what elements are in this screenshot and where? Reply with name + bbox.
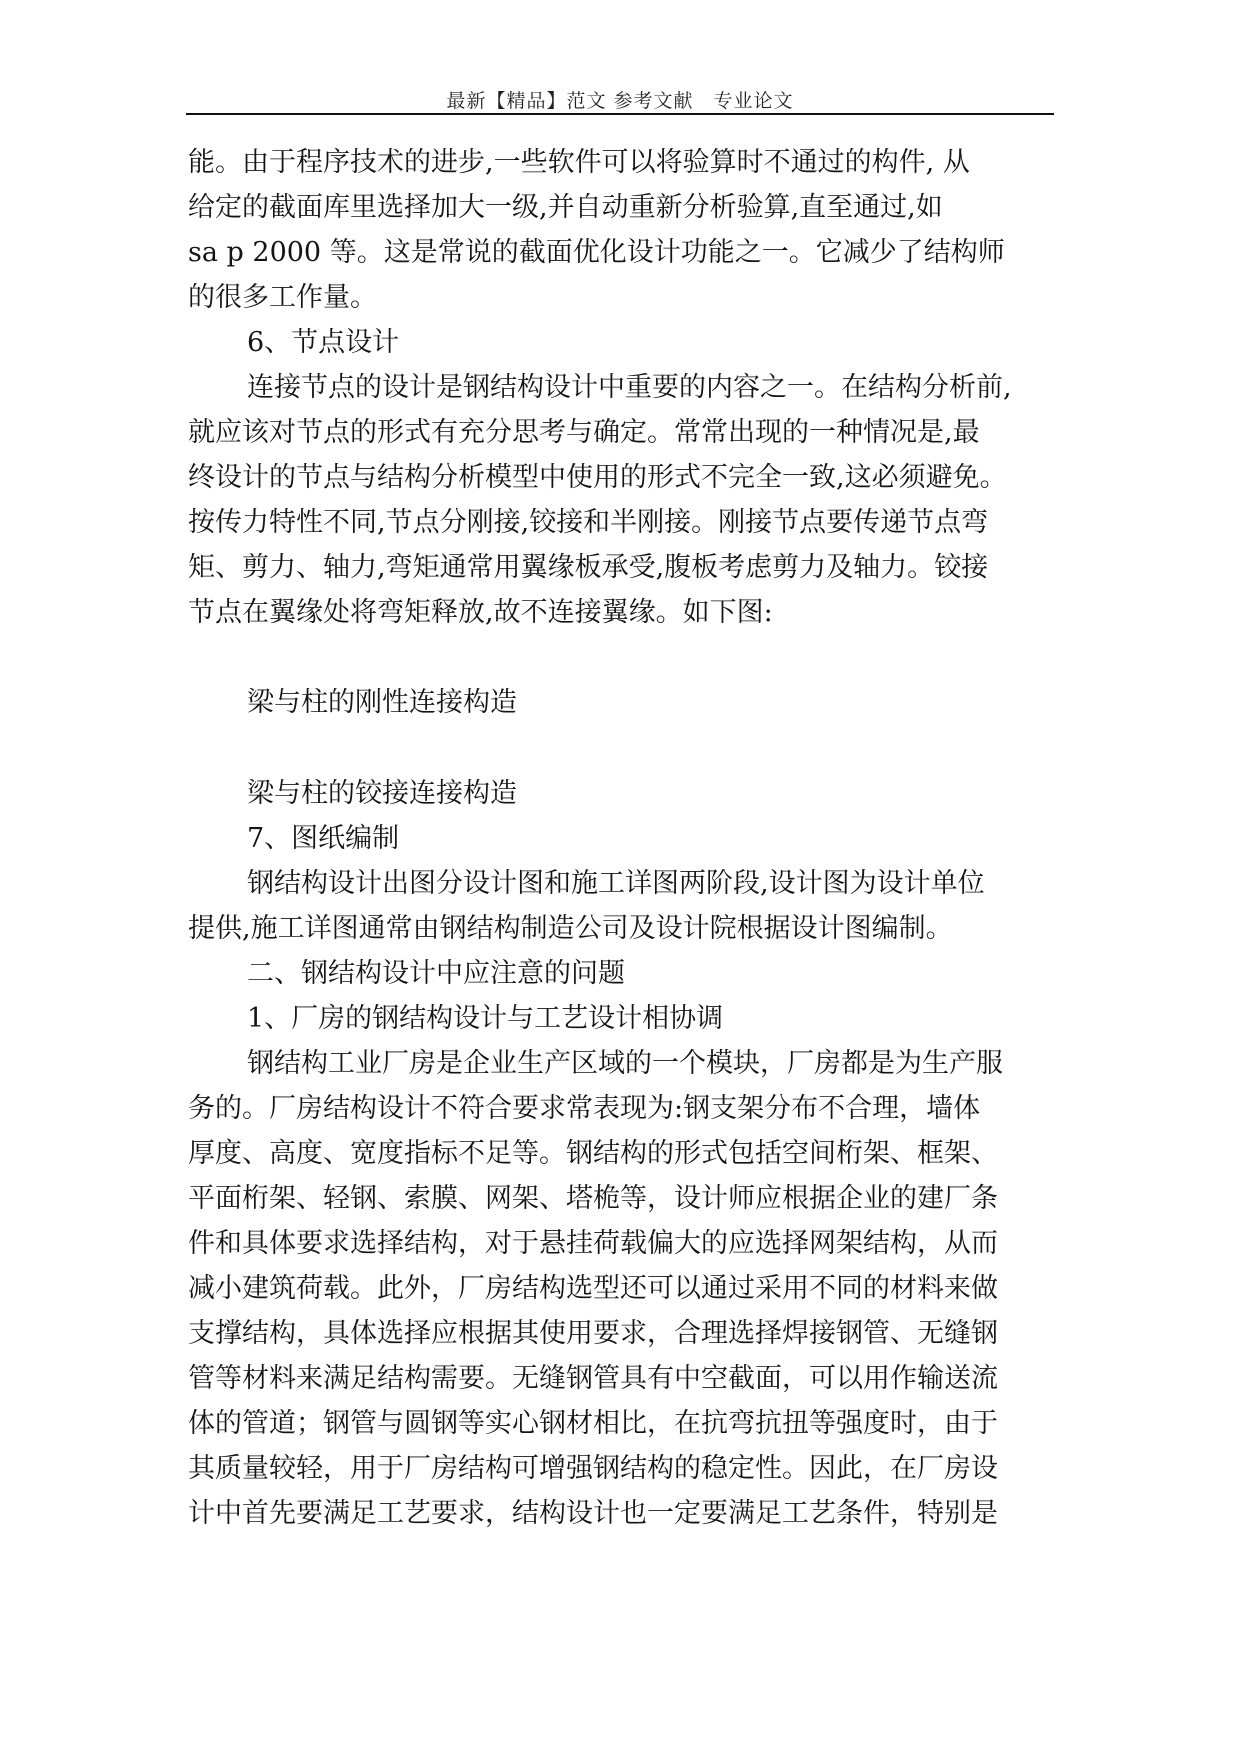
paragraph-line: 厚度、高度、宽度指标不足等。钢结构的形式包括空间桁架、框架、 bbox=[188, 1138, 998, 1169]
paragraph-line: 节点在翼缘处将弯矩释放,故不连接翼缘。如下图: bbox=[188, 597, 773, 628]
section-heading: 1、厂房的钢结构设计与工艺设计相协调 bbox=[247, 1003, 724, 1034]
document-body bbox=[188, 140, 1058, 1536]
paragraph-line: sa p 2000 等。这是常说的截面优化设计功能之一。它减少了结构师 bbox=[188, 237, 1005, 268]
figure-placeholder bbox=[188, 725, 1058, 771]
paragraph-line: 给定的截面库里选择加大一级,并自动重新分析验算,直至通过,如 bbox=[188, 192, 943, 223]
paragraph-line: 钢结构设计出图分设计图和施工详图两阶段,设计图为设计单位 bbox=[247, 868, 985, 899]
paragraph-line: 体的管道；钢管与圆钢等实心钢材相比，在抗弯抗扭等强度时，由于 bbox=[188, 1408, 998, 1439]
paragraph-line: 平面桁架、轻钢、索膜、网架、塔桅等，设计师应根据企业的建厂条 bbox=[188, 1183, 998, 1214]
section-heading: 二、钢结构设计中应注意的问题 bbox=[247, 958, 625, 989]
paragraph-line: 其质量较轻，用于厂房结构可增强钢结构的稳定性。因此，在厂房设 bbox=[188, 1453, 998, 1484]
paragraph-line: 按传力特性不同,节点分刚接,铰接和半刚接。刚接节点要传递节点弯 bbox=[188, 507, 989, 538]
paragraph-line: 支撑结构，具体选择应根据其使用要求，合理选择焊接钢管、无缝钢 bbox=[188, 1318, 998, 1349]
paragraph-line: 就应该对节点的形式有充分思考与确定。常常出现的一种情况是,最 bbox=[188, 417, 980, 448]
figure-caption: 梁与柱的刚性连接构造 bbox=[247, 687, 517, 718]
paragraph-line: 矩、剪力、轴力,弯矩通常用翼缘板承受,腹板考虑剪力及轴力。铰接 bbox=[188, 552, 989, 583]
paragraph-line: 的很多工作量。 bbox=[188, 282, 377, 313]
paragraph-line: 连接节点的设计是钢结构设计中重要的内容之一。在结构分析前, bbox=[247, 372, 1012, 403]
paragraph-line: 件和具体要求选择结构，对于悬挂荷载偏大的应选择网架结构，从而 bbox=[188, 1228, 998, 1259]
paragraph-line: 务的。厂房结构设计不符合要求常表现为:钢支架分布不合理，墙体 bbox=[188, 1093, 981, 1124]
paragraph-line: 钢结构工业厂房是企业生产区域的一个模块，厂房都是为生产服 bbox=[247, 1048, 1003, 1079]
header-rule bbox=[186, 113, 1054, 115]
paragraph-line: 终设计的节点与结构分析模型中使用的形式不完全一致,这必须避免。 bbox=[188, 462, 1007, 493]
figure-caption: 梁与柱的铰接连接构造 bbox=[247, 778, 517, 809]
paragraph-line: 管等材料来满足结构需要。无缝钢管具有中空截面，可以用作输送流 bbox=[188, 1363, 998, 1394]
paragraph-line: 提供,施工详图通常由钢结构制造公司及设计院根据设计图编制。 bbox=[188, 913, 953, 944]
paragraph-line: 减小建筑荷载。此外，厂房结构选型还可以通过采用不同的材料来做 bbox=[188, 1273, 998, 1304]
paragraph-line: 能。由于程序技术的进步,一些软件可以将验算时不通过的构件, 从 bbox=[188, 147, 970, 178]
section-heading: 6、节点设计 bbox=[247, 327, 400, 358]
figure-placeholder bbox=[188, 635, 1058, 680]
paragraph-line: 计中首先要满足工艺要求，结构设计也一定要满足工艺条件，特别是 bbox=[188, 1498, 998, 1529]
page-header: 最新【精品】范文 参考文献 专业论文 bbox=[446, 90, 794, 112]
section-heading: 7、图纸编制 bbox=[247, 823, 400, 854]
